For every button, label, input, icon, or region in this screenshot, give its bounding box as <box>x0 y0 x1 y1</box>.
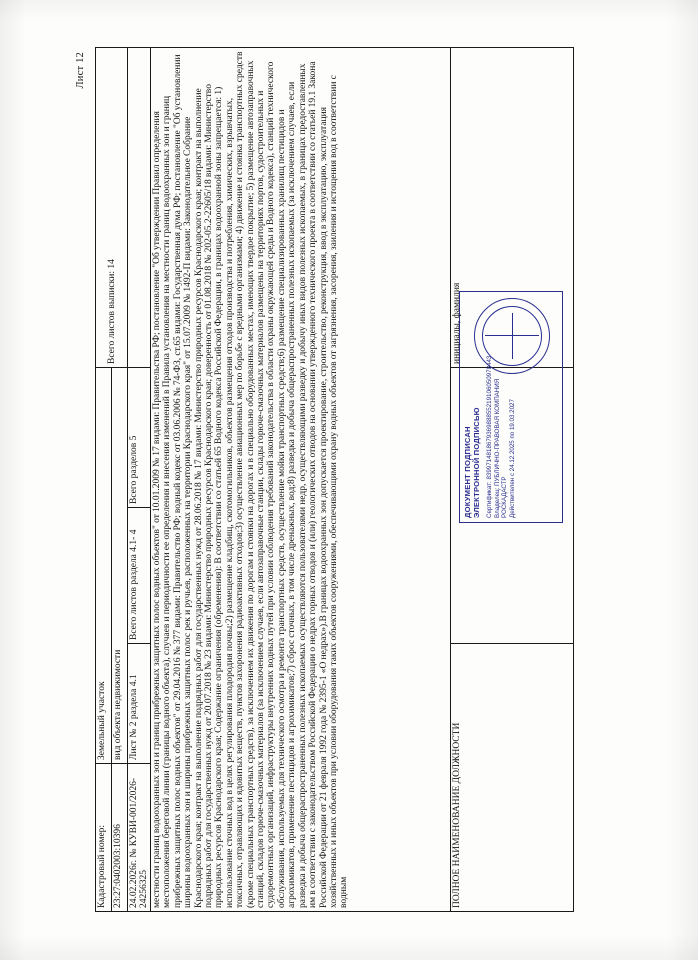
cell-total-sections: Всего разделов 5 <box>128 367 151 507</box>
registry-extract-table <box>95 47 574 912</box>
table-row <box>96 47 112 911</box>
rotated-document-frame <box>69 40 629 920</box>
footer-signature-cell <box>451 355 574 643</box>
table-row <box>128 47 151 911</box>
restrictions-body-text: местности границ водоохранных зон и границ прибрежных защитных полос водных объектов" от 10.01.2009 № 17 видами: Правительства РФ; постановление "Об утверждении Правил определения местоположения береговой линии (границы водного объекта), случаев и периодичности ее определения и внесения изменений в Правила установления на местности границ водоохранных зон и границ прибрежных защитных полос водных объектов" от 29.04.2016 № 377 видами: Правительство РФ; водный кодекс от 03.06.2006 № 74-ФЗ, ст.65 видами: Государственная дума РФ; постановление "Об установлении ширины водоохранных зон и ширины прибрежных защитных полос рек и ручьев, расположенных на территории Краснодарского края" от 15.07.2009 № 1492-П видами: Законодательное Собрание Краснодарского края; контракт на выполнение подрядных работ для государственных нужд от 28.06.2018 № 17 видами: Министерство природных ресурсов Краснодарского края; контракт на выполнение подрядных работ для государственных нужд от 20.07.2018 № 23 видами: Министерство природных ресурсов Краснодарского края; доверенность от 01.08.2018 № 202-05.2-22605/18 видами: Министерство природных ресурсов Краснодарского края; Содержание ограничения (обременения): В соответствии со статьей 65 Водного кодекса Российской Федерации, в границах водоохранной зоны запрещается: 1) использование сточных вод в целях регулирования плодородия почвы;2) размещение кладбищ, скотомогильников, объектов размещения отходов производства и потребления, химических, взрывчатых, токсичных, отравляющих и ядовитых веществ, пунктов захоронения радиоактивных отходов;3) осуществление авиационных мер по борьбе с вредными организмами; 4) движение и стоянка транспортных средств (кроме специальных транспортных средств), за исключением их движения по дорогам и стоянки на дорогах и в специально оборудованных местах, имеющих твердое покрытие; 5) размещение автозаправочных станций, складов горюче-смазочных материалов (за исключением случаев, если автозаправочные станции, склады горюче-смазочных материалов размещены на территориях портов, судостроительных и судоремонтных организаций, инфраструктуры внутренних водных путей при условии соблюдения требований законодательства в области охраны окружающей среды и Водного кодекса), станций технического обслуживания, используемых для технического осмотра и ремонта транспортных средств, осуществление мойки транспортных средств;6) размещение специализированных хранилищ пестицидов и агрохимикатов, применение пестицидов и агрохимикатов;7) сброс сточных, в том числе дренажных, вод;8) разведка и добыча общераспространенных полезных ископаемых (за исключением случаев, если разведка и добыча общераспространенных полезных ископаемых осуществляются пользователями недр, осуществляющими разведку и добычу иных видов полезных ископаемых, в границах предоставленных им в соответствии с законодательством Российской Федерации о недрах горных отводов и (или) геологических отводов на основании утвержденного технического проекта в соответствии со статьей 19.1 Закона Российской Федерации от 21 февраля 1992 года № 2395-1 «О недрах»).В границах водоохранных зон допускается проектирование, строительство, реконструкция, ввод в эксплуатацию, эксплуатация хозяйственных и иных объектов при условии оборудования таких объектов сооружениями, обеспечивающими охрану водных объектов от загрязнения, засорения, заиления и истощения вод в соответствии с водным <box>151 47 451 911</box>
cell-total-sheets: Всего листов выписки: 14 <box>96 47 128 367</box>
scan-edge-left <box>0 0 26 960</box>
cell-section-sheet: Лист № 2 раздела 4.1 <box>128 644 151 764</box>
cell-cadastral-number-value: 23:27:0402003:10396 <box>112 764 128 912</box>
cell-section-total-sheets: Всего листов раздела 4.1- 4 <box>128 508 151 644</box>
stamp-title-line2: ЭЛЕКТРОННОЙ ПОДПИСЬЮ <box>472 407 481 518</box>
table-row-footer <box>451 47 574 911</box>
scan-edge-bottom <box>0 934 698 960</box>
cell-cadastral-number-label: Кадастровый номер: <box>96 764 112 912</box>
footer-position-label: ПОЛНОЕ НАИМЕНОВАНИЕ ДОЛЖНОСТИ <box>451 644 574 912</box>
cell-total-sheets-repeat <box>128 47 151 367</box>
sheet-number-label: Лист 12 <box>75 52 86 89</box>
stamp-certificate: Сертификат: 839971481867936988855219106050978443 <box>486 355 493 518</box>
cell-object-type-subtitle: вид объекта недвижимости <box>112 367 128 763</box>
scan-edge-top <box>0 0 698 22</box>
stamp-owner-2: РОСКАДАСТР <box>501 476 509 518</box>
scan-edge-right <box>668 0 698 960</box>
cell-object-type-title: Земельный участок <box>96 367 112 763</box>
stamp-validity: Действителен с 24.12.2025 по 19.03.2027 <box>508 399 516 518</box>
footer-initials-label: инициалы, фамилия <box>451 47 574 367</box>
table-row-body <box>151 47 451 911</box>
stamp-owner: Владелец: ПУБЛИЧНО-ПРАВОВАЯ КОМПАНИЯ <box>493 378 501 518</box>
stamp-title-line1: ДОКУМЕНТ ПОДПИСАН <box>463 426 472 518</box>
document-body <box>75 48 623 912</box>
cell-date-number: 24.02.2026г. № КУВИ-001/2026-24256325 <box>128 764 151 912</box>
